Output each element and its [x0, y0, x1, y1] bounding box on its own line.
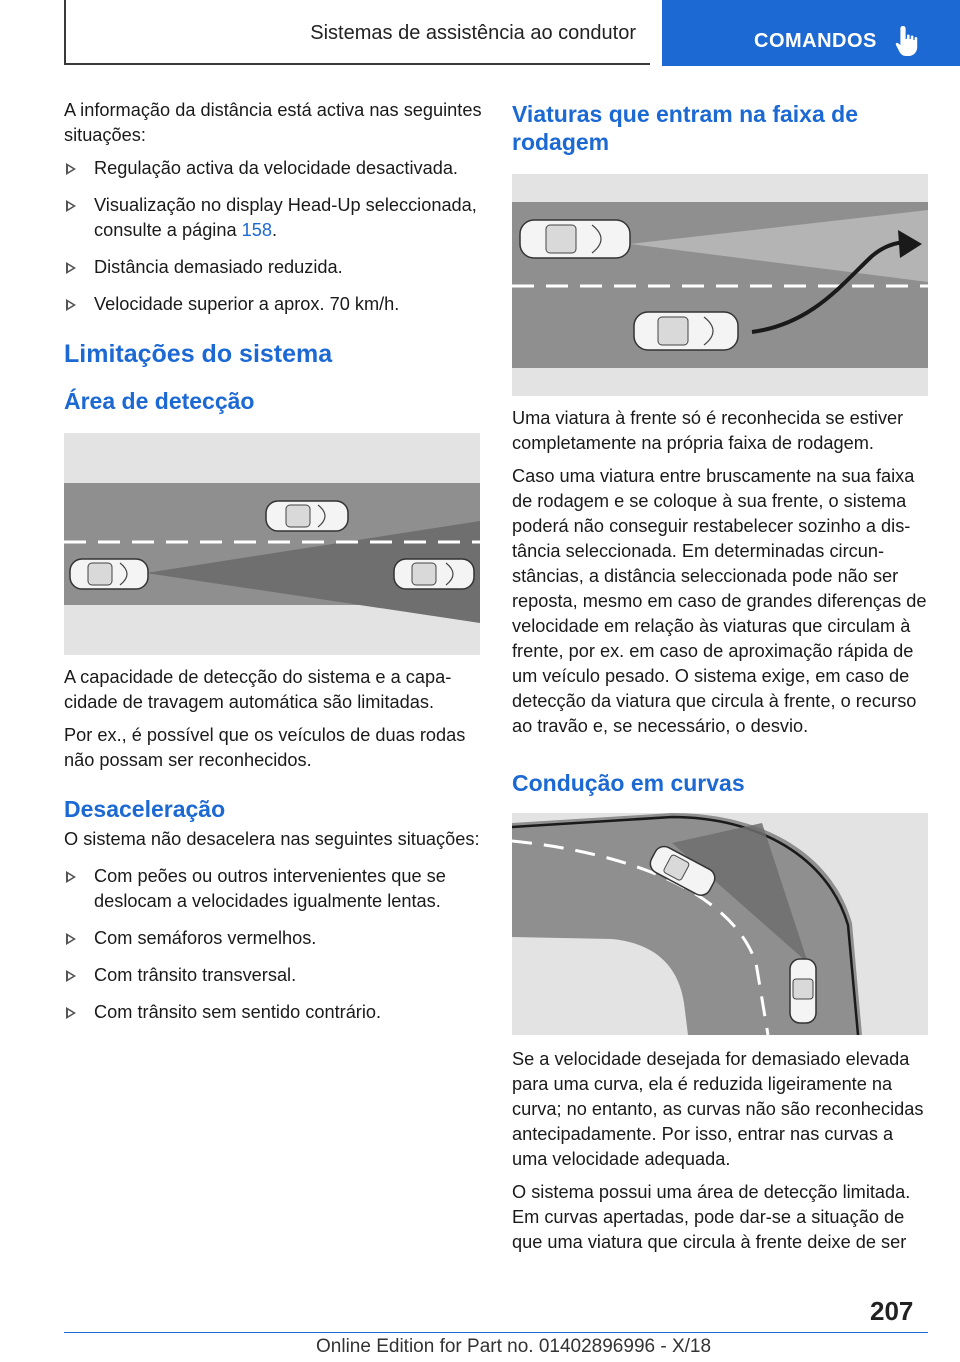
heading-limitations: Limitações do sistema: [64, 340, 333, 368]
triangle-bullet-icon: [66, 1007, 76, 1019]
cut-in-paragraph-1: Uma viatura à frente só é reconhecida se estiver completamente na própria faixa de rodagem.: [512, 408, 904, 453]
section-title: Sistemas de assistência ao condutor: [310, 22, 636, 44]
cornering-paragraph-1: Se a velocidade desejada for demasiado elevada para uma curva, ela é reduzida ligeiramente na curva; no entanto, as curvas não são reconhecidas antecipadamente. Por isso, entrar nas curvas a uma velocidade adequada.: [512, 1049, 924, 1169]
list-item: Velocidade superior a aprox. 70 km/h.: [64, 292, 482, 317]
footer-rule: [64, 1332, 928, 1333]
triangle-bullet-icon: [66, 299, 76, 311]
list-item: Visualização no display Head-Up seleccionada, consulte a página 158.: [64, 193, 482, 243]
detection-paragraph-1: A capacidade de detecção do sistema e a capacidade de travagem automática são limitadas.: [64, 667, 452, 712]
page-number: 207: [870, 1296, 914, 1326]
page-link[interactable]: 158: [241, 220, 272, 240]
cornering-paragraph-2: O sistema possui uma área de detecção limitada. Em curvas apertadas, pode dar-se a situação de que uma viatura que circula à frente deixe de ser: [512, 1182, 911, 1252]
list-item: Distância demasiado reduzida.: [64, 255, 482, 280]
list-item: Com peões ou outros intervenientes que se deslocam a velocidades igualmente lentas.: [64, 864, 482, 914]
header-bottom-rule: [64, 63, 650, 65]
figure-cut-in-vehicle: [512, 174, 928, 396]
triangle-bullet-icon: [66, 262, 76, 274]
list-item: Com trânsito transversal.: [64, 963, 482, 988]
footer-edition: Online Edition for Part no. 01402896996 - X/18: [316, 1336, 712, 1357]
list-item: Com trânsito sem sentido contrário.: [64, 1000, 482, 1025]
triangle-bullet-icon: [66, 163, 76, 175]
heading-cut-in-vehicles: Viaturas que entram na faixa de rodagem: [512, 101, 858, 155]
distance-info-intro: A informação da distância está activa nas seguintes situações:: [64, 100, 482, 145]
distance-info-list: [64, 156, 482, 317]
cut-in-paragraph-2: Caso uma viatura entre bruscamente na sua faixa de rodagem e se coloque à sua frente, o sistema poderá não conseguir restabelecer sozinho a distância seleccionada. Em determinadas circunstâncias, a distância seleccionada pode não ser reposta, mesmo em caso de grandes diferenças de velocidade em relação às viaturas que circulam à frente, por ex. em caso de aproximação rápida de um veículo pesado. O sistema exige, em caso de detecção da viatura que circula à frente, o recurso ao travão e, se necessário, o desvio.: [512, 466, 927, 736]
left-column: [64, 98, 482, 1037]
figure-cornering: [512, 813, 928, 1035]
list-item: Regulação activa da velocidade desactivada.: [64, 156, 482, 181]
triangle-bullet-icon: [66, 871, 76, 883]
right-column: [512, 100, 930, 1263]
list-item: Com semáforos vermelhos.: [64, 926, 482, 951]
deceleration-intro: O sistema não desacelera nas seguintes situações:: [64, 829, 480, 849]
hand-pointer-icon: [894, 24, 922, 58]
detection-paragraph-2: Por ex., é possível que os veículos de duas rodas não possam ser reconhecidos.: [64, 725, 466, 770]
triangle-bullet-icon: [66, 200, 76, 212]
deceleration-list: [64, 864, 482, 1025]
triangle-bullet-icon: [66, 933, 76, 945]
chapter-tab[interactable]: [662, 0, 960, 66]
heading-cornering: Condução em curvas: [512, 770, 745, 796]
triangle-bullet-icon: [66, 970, 76, 982]
heading-detection-area: Área de detecção: [64, 388, 255, 414]
figure-detection-area: [64, 433, 480, 655]
heading-deceleration: Desaceleração: [64, 796, 226, 822]
chapter-tab-label: COMANDOS: [754, 30, 877, 52]
